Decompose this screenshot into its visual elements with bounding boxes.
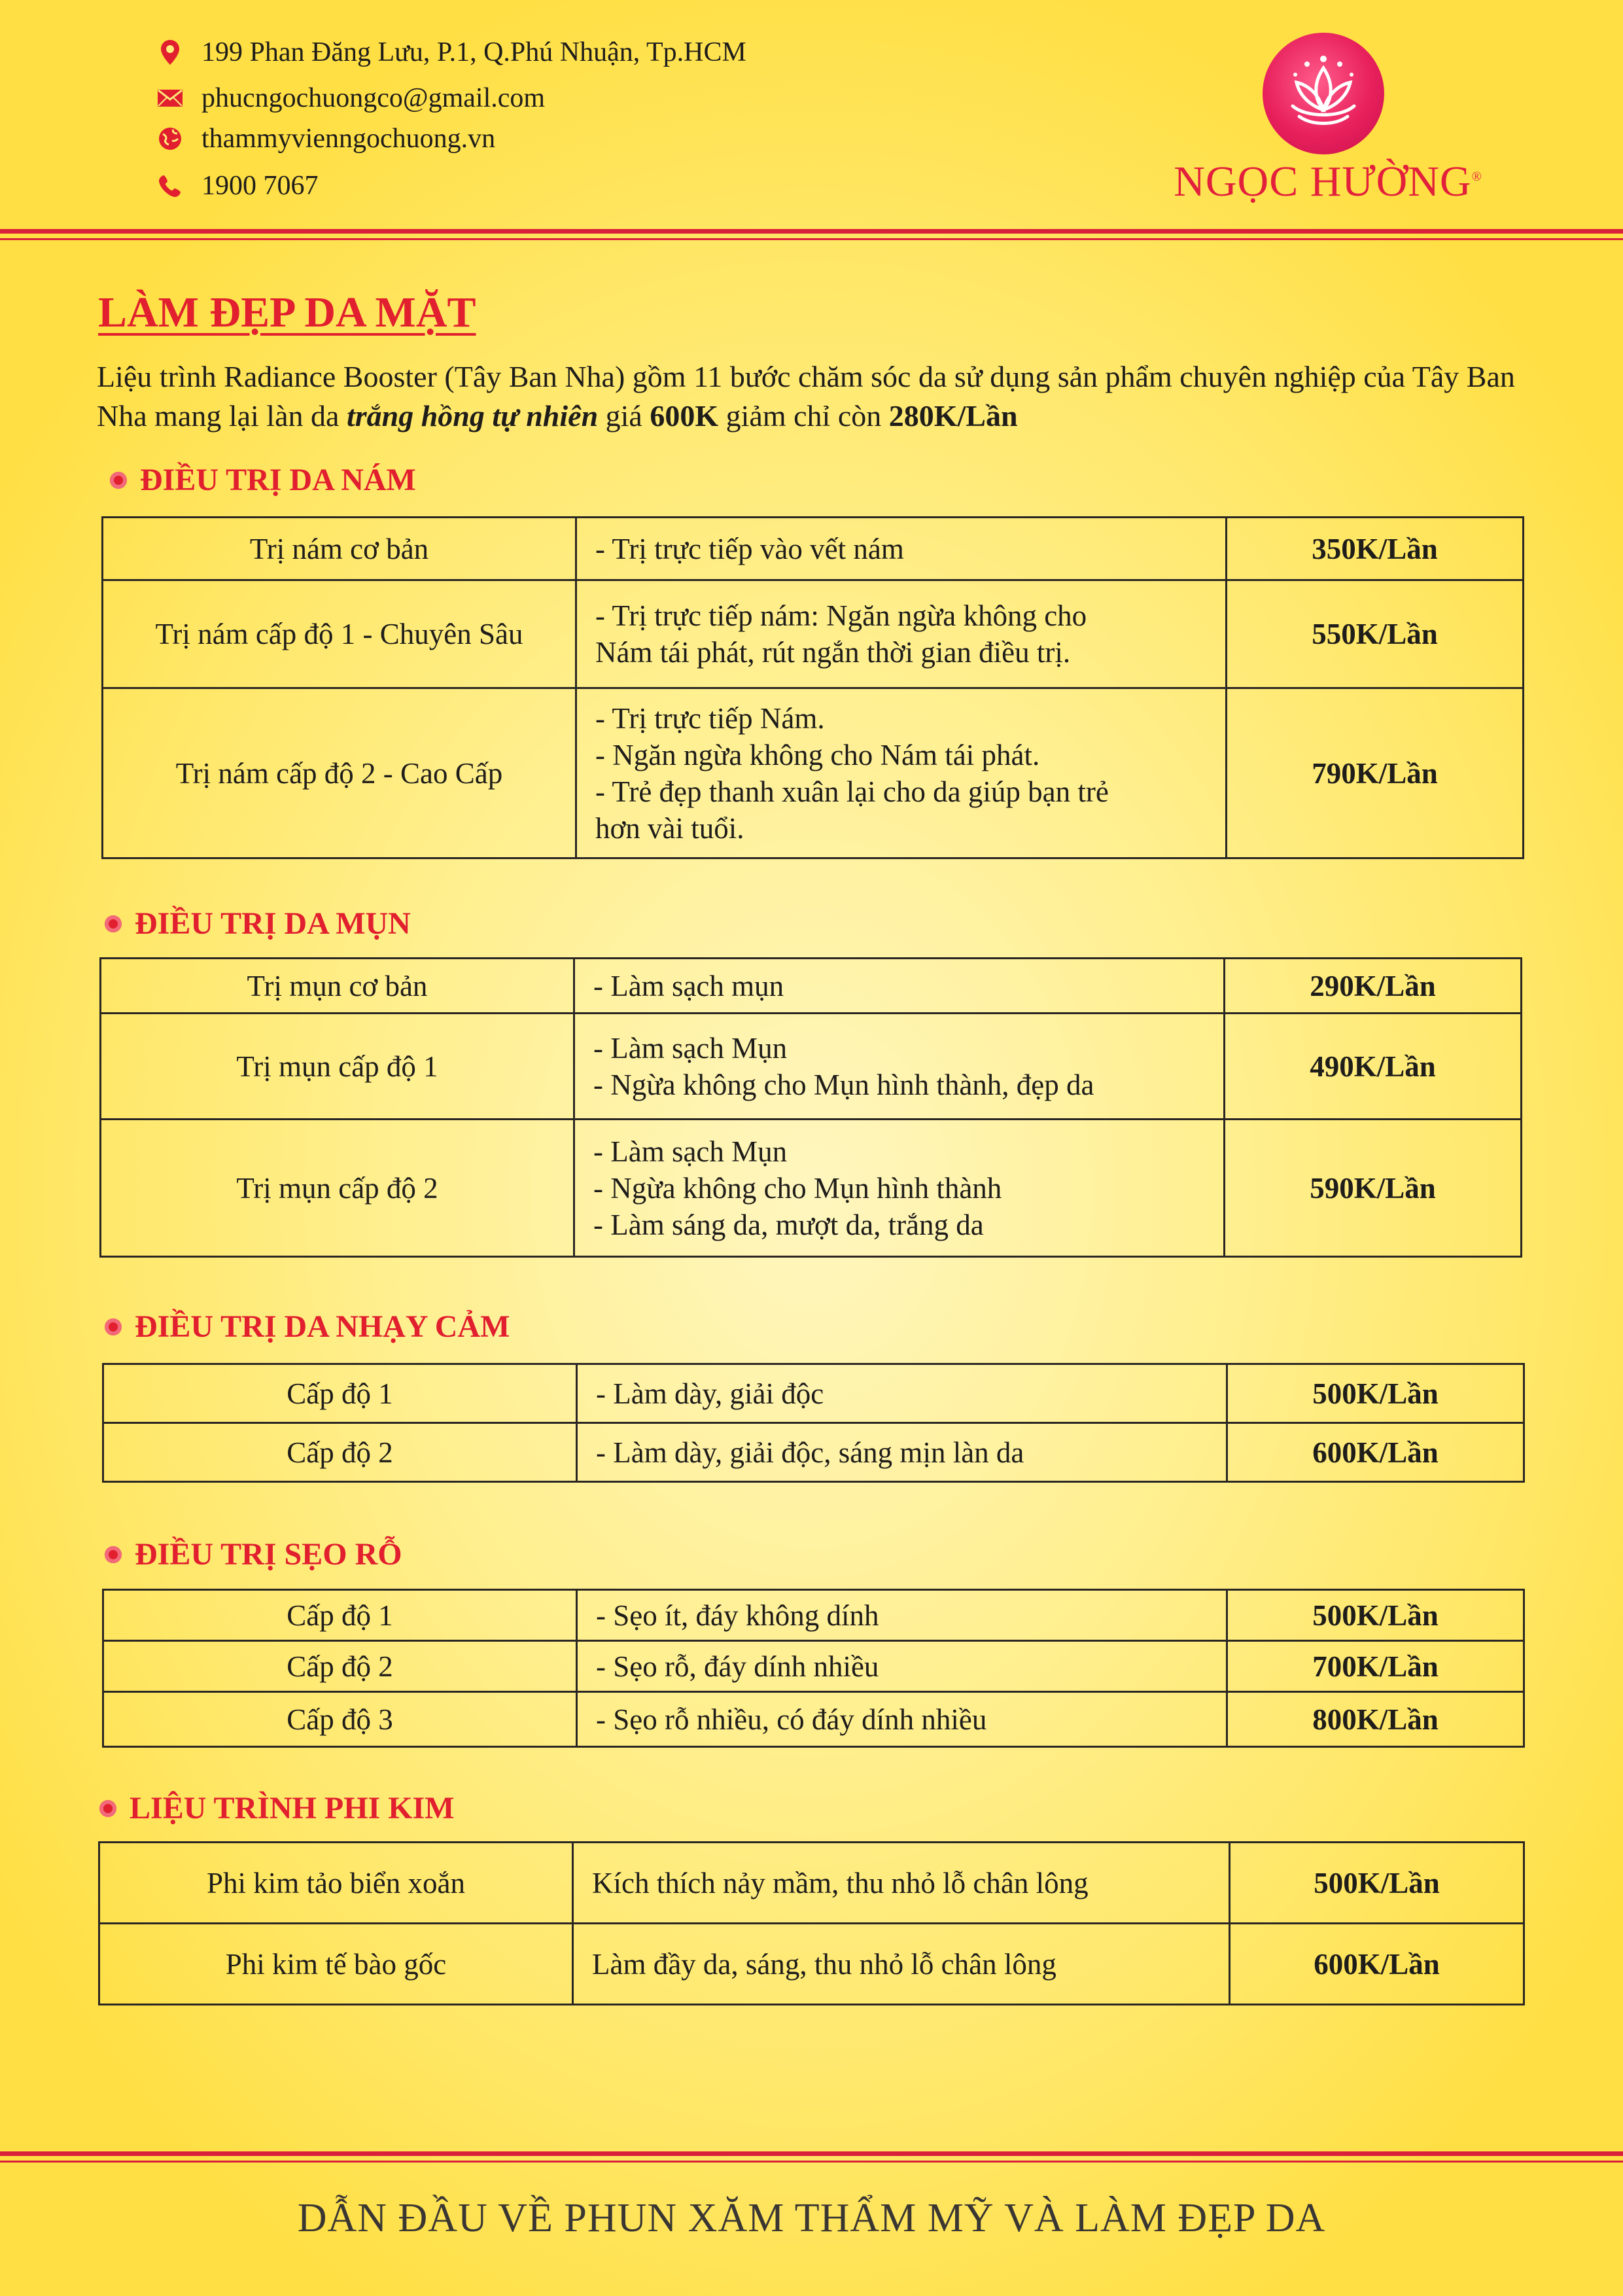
- section-title-nam: ĐIỀU TRỊ DA NÁM: [110, 462, 416, 498]
- price-table-nhay-cam: [102, 1363, 1525, 1483]
- page-title: LÀM ĐẸP DA MẶT: [98, 289, 476, 336]
- table-row: Cấp độ 3 - Sẹo rỗ nhiều, có đáy dính nhiều 800K/Lần: [103, 1692, 1524, 1747]
- table-row: Trị nám cấp độ 1 - Chuyên Sâu - Trị trực tiếp nám: Ngăn ngừa không cho Nám tái phát, rút ngắn thời gian điều trị. 550K/Lần: [103, 580, 1524, 688]
- contact-website[interactable]: [156, 123, 495, 154]
- table-row: Trị mụn cơ bản - Làm sạch mụn 290K/Lần: [101, 959, 1522, 1014]
- price-table-seo-ro: [102, 1589, 1525, 1748]
- bullet-icon: [105, 1546, 122, 1563]
- website-link[interactable]: thammyvienngochuong.vn: [201, 124, 496, 154]
- phone-icon: [156, 171, 184, 200]
- footer-tagline: DẪN ĐẦU VỀ PHUN XĂM THẨM MỸ VÀ LÀM ĐẸP DA: [297, 2196, 1326, 2240]
- envelope-icon: [156, 84, 184, 113]
- bullet-icon: [105, 915, 122, 932]
- table-row: Cấp độ 1 - Sẹo ít, đáy không dính 500K/Lần: [103, 1590, 1524, 1641]
- intro-new-price: 280K/Lần: [888, 399, 1018, 433]
- table-row: Phi kim tảo biển xoắn Kích thích nảy mầm, thu nhỏ lỗ chân lông 500K/Lần: [99, 1843, 1524, 1924]
- section-title-seo-ro: ĐIỀU TRỊ SẸO RỖ: [105, 1536, 402, 1572]
- price-table-mun: [99, 957, 1522, 1258]
- brand-name: NGỌC HƯỜNG®: [1174, 158, 1482, 205]
- contact-phone[interactable]: [156, 170, 319, 202]
- table-row: Cấp độ 1 - Làm dày, giải độc 500K/Lần: [103, 1364, 1524, 1423]
- intro-old-price: 600K: [650, 399, 719, 433]
- location-pin-icon: [156, 38, 184, 67]
- lotus-logo-icon: [1263, 33, 1384, 154]
- footer-divider-bottom: [0, 2161, 1623, 2163]
- table-row: Trị nám cơ bản - Trị trực tiếp vào vết nám 350K/Lần: [103, 518, 1524, 580]
- intro-paragraph: Liệu trình Radiance Booster (Tây Ban Nha) gồm 11 bước chăm sóc da sử dụng sản phẩm chuyên nghiệp của Tây Ban Nha mang lại làn da trắng hồng tự nhiên giá 600K giảm chỉ còn 280K/Lần: [97, 360, 1515, 433]
- intro-emphasis: trắng hồng tự nhiên: [346, 399, 599, 433]
- footer-divider-top: [0, 2151, 1623, 2156]
- table-row: Trị mụn cấp độ 2 - Làm sạch Mụn - Ngừa không cho Mụn hình thành - Làm sáng da, mượt da, trắng da 590K/Lần: [101, 1120, 1522, 1257]
- table-row: Trị nám cấp độ 2 - Cao Cấp - Trị trực tiếp Nám. - Ngăn ngừa không cho Nám tái phát. - Trẻ đẹp thanh xuân lại cho da giúp bạn trẻ hơn vài tuổi. 790K/Lần: [103, 688, 1524, 858]
- phone-text[interactable]: 1900 7067: [201, 171, 319, 201]
- address-text: 199 Phan Đăng Lưu, P.1, Q.Phú Nhuận, Tp.HCM: [201, 37, 746, 67]
- globe-icon: [156, 124, 184, 153]
- table-row: Cấp độ 2 - Làm dày, giải độc, sáng mịn làn da 600K/Lần: [103, 1423, 1524, 1482]
- price-table-nam: [101, 516, 1524, 859]
- email-link[interactable]: phucngochuongco@gmail.com: [201, 83, 546, 113]
- header-divider-bottom: [0, 238, 1623, 240]
- bullet-icon: [110, 472, 127, 489]
- table-row: Cấp độ 2 - Sẹo rỗ, đáy dính nhiều 700K/Lần: [103, 1641, 1524, 1692]
- section-title-mun: ĐIỀU TRỊ DA MỤN: [105, 906, 411, 942]
- price-table-phi-kim: [98, 1841, 1525, 2005]
- table-row: Phi kim tế bào gốc Làm đầy da, sáng, thu nhỏ lỗ chân lông 600K/Lần: [99, 1924, 1524, 2005]
- header-divider-top: [0, 229, 1623, 234]
- contact-email[interactable]: [156, 82, 545, 114]
- table-row: Trị mụn cấp độ 1 - Làm sạch Mụn - Ngừa không cho Mụn hình thành, đẹp da 490K/Lần: [101, 1014, 1522, 1120]
- section-title-phi-kim: LIỆU TRÌNH PHI KIM: [99, 1790, 455, 1826]
- contact-address: [156, 37, 746, 68]
- bullet-icon: [105, 1318, 122, 1335]
- section-title-nhay-cam: ĐIỀU TRỊ DA NHẠY CẢM: [105, 1309, 510, 1345]
- bullet-icon: [99, 1800, 116, 1817]
